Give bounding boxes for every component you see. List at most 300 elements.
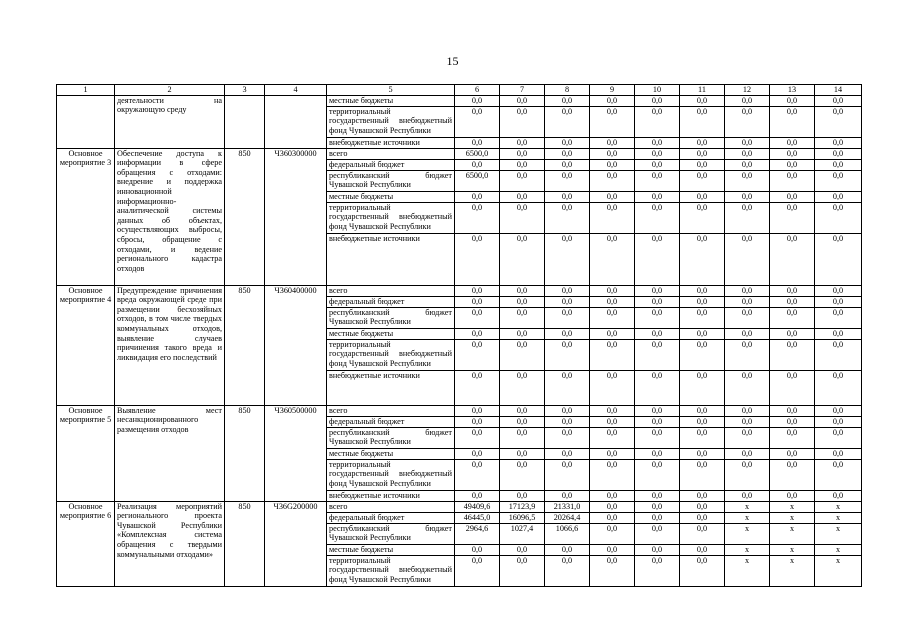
column-header: 8 <box>545 85 590 96</box>
value-cell: 0,0 <box>545 233 590 285</box>
value-cell: 0,0 <box>590 544 635 555</box>
value-cell: 0,0 <box>590 170 635 191</box>
value-cell: 0,0 <box>680 202 725 233</box>
value-cell: 0,0 <box>680 512 725 523</box>
value-cell: 16096,5 <box>500 512 545 523</box>
column-header: 7 <box>500 85 545 96</box>
value-cell: 0,0 <box>500 405 545 416</box>
value-cell: 0,0 <box>815 95 862 106</box>
value-cell: 0,0 <box>545 307 590 328</box>
value-cell: 0,0 <box>815 296 862 307</box>
funding-source: местные бюджеты <box>327 328 455 339</box>
value-cell: 0,0 <box>680 416 725 427</box>
value-cell: 0,0 <box>455 191 500 202</box>
event-description: Обеспечение доступа к информации в сфере обращения с отходами: внедрение и поддержка инновационной информационно-аналитической системы данных об объектах, осуществляющих выбросы, сбросы, обращение с отходами, и ведение регионального кадастра отходов <box>115 148 225 285</box>
value-cell: 0,0 <box>725 296 770 307</box>
event-description: Предупреждение причинения вреда окружающей среде при размещении бесхозяйных отходов, в том числе твердых коммунальных отходов, выявление случаев причинения такого вреда и ликвидация его последствий <box>115 285 225 405</box>
value-cell: 0,0 <box>545 459 590 490</box>
budget-code: Ч360500000 <box>265 405 327 501</box>
value-cell: 0,0 <box>635 285 680 296</box>
value-cell: 0,0 <box>770 296 815 307</box>
value-cell: 0,0 <box>680 137 725 148</box>
value-cell: 0,0 <box>680 296 725 307</box>
value-cell: 0,0 <box>590 148 635 159</box>
value-cell: 0,0 <box>680 370 725 405</box>
funding-source: республиканский бюджет Чувашской Республики <box>327 170 455 191</box>
value-cell: 0,0 <box>635 159 680 170</box>
value-cell: 0,0 <box>590 427 635 448</box>
value-cell: 0,0 <box>770 202 815 233</box>
value-cell: 0,0 <box>770 148 815 159</box>
value-cell: 0,0 <box>500 148 545 159</box>
column-header: 13 <box>770 85 815 96</box>
value-cell: 0,0 <box>815 159 862 170</box>
value-cell: x <box>815 544 862 555</box>
value-cell: 0,0 <box>635 170 680 191</box>
value-cell: 0,0 <box>455 490 500 501</box>
value-cell: 0,0 <box>590 159 635 170</box>
value-cell: 0,0 <box>680 459 725 490</box>
value-cell: x <box>815 555 862 586</box>
column-header: 11 <box>680 85 725 96</box>
value-cell: x <box>770 544 815 555</box>
value-cell: 0,0 <box>770 370 815 405</box>
value-cell: 0,0 <box>725 328 770 339</box>
value-cell: 0,0 <box>590 95 635 106</box>
value-cell: 0,0 <box>680 555 725 586</box>
value-cell: 0,0 <box>635 233 680 285</box>
value-cell: x <box>770 523 815 544</box>
funding-source: всего <box>327 501 455 512</box>
funding-source: федеральный бюджет <box>327 159 455 170</box>
column-header: 14 <box>815 85 862 96</box>
value-cell: 0,0 <box>770 106 815 137</box>
grbs-code: 850 <box>225 405 265 501</box>
funding-source: федеральный бюджет <box>327 512 455 523</box>
value-cell: 0,0 <box>815 148 862 159</box>
value-cell: 21331,0 <box>545 501 590 512</box>
event-name: Основное мероприятие 5 <box>57 405 115 501</box>
funding-source: всего <box>327 405 455 416</box>
value-cell: 0,0 <box>680 233 725 285</box>
value-cell: 0,0 <box>590 405 635 416</box>
value-cell: x <box>725 501 770 512</box>
value-cell: 0,0 <box>500 544 545 555</box>
value-cell: 0,0 <box>590 512 635 523</box>
event-description: Выявление мест несанкционированного размещения отходов <box>115 405 225 501</box>
column-header: 5 <box>327 85 455 96</box>
column-header: 10 <box>635 85 680 96</box>
event-name: Основное мероприятие 3 <box>57 148 115 285</box>
value-cell: 0,0 <box>545 296 590 307</box>
value-cell: x <box>815 523 862 544</box>
value-cell: 0,0 <box>590 490 635 501</box>
value-cell: 0,0 <box>590 233 635 285</box>
value-cell: 0,0 <box>545 159 590 170</box>
value-cell: 0,0 <box>680 427 725 448</box>
value-cell: 0,0 <box>770 170 815 191</box>
value-cell: 0,0 <box>815 307 862 328</box>
value-cell: 0,0 <box>815 490 862 501</box>
value-cell: 0,0 <box>500 285 545 296</box>
funding-source: внебюджетные источники <box>327 137 455 148</box>
value-cell: 0,0 <box>500 490 545 501</box>
value-cell: 0,0 <box>635 328 680 339</box>
value-cell: 0,0 <box>770 159 815 170</box>
value-cell: 0,0 <box>545 95 590 106</box>
grbs-code: 850 <box>225 285 265 405</box>
value-cell: 0,0 <box>815 170 862 191</box>
value-cell: 0,0 <box>500 202 545 233</box>
value-cell: 0,0 <box>545 405 590 416</box>
value-cell: 0,0 <box>815 106 862 137</box>
value-cell: 0,0 <box>635 459 680 490</box>
value-cell: 0,0 <box>770 416 815 427</box>
value-cell: 0,0 <box>455 405 500 416</box>
value-cell: 0,0 <box>455 544 500 555</box>
value-cell: 0,0 <box>455 328 500 339</box>
value-cell: 0,0 <box>545 555 590 586</box>
value-cell: 0,0 <box>545 106 590 137</box>
budget-code: Ч36G200000 <box>265 501 327 586</box>
value-cell: 0,0 <box>455 202 500 233</box>
value-cell: 0,0 <box>500 459 545 490</box>
value-cell: 17123,9 <box>500 501 545 512</box>
value-cell: 1027,4 <box>500 523 545 544</box>
value-cell: 0,0 <box>725 191 770 202</box>
value-cell: 0,0 <box>680 191 725 202</box>
value-cell: 0,0 <box>455 339 500 370</box>
value-cell: 1066,6 <box>545 523 590 544</box>
value-cell: 0,0 <box>725 159 770 170</box>
value-cell: 0,0 <box>725 405 770 416</box>
value-cell: 0,0 <box>545 427 590 448</box>
value-cell: 0,0 <box>725 339 770 370</box>
value-cell: 0,0 <box>590 555 635 586</box>
value-cell: 0,0 <box>500 427 545 448</box>
budget-code: Ч360400000 <box>265 285 327 405</box>
value-cell: x <box>770 555 815 586</box>
value-cell: 0,0 <box>725 95 770 106</box>
value-cell: 0,0 <box>725 137 770 148</box>
value-cell: 0,0 <box>635 405 680 416</box>
funding-source: республиканский бюджет Чувашской Республики <box>327 523 455 544</box>
value-cell: 0,0 <box>770 339 815 370</box>
funding-source: местные бюджеты <box>327 95 455 106</box>
value-cell: x <box>725 523 770 544</box>
value-cell: 0,0 <box>590 416 635 427</box>
value-cell: 0,0 <box>455 307 500 328</box>
value-cell: 6500,0 <box>455 170 500 191</box>
value-cell: 0,0 <box>725 490 770 501</box>
value-cell: 0,0 <box>635 544 680 555</box>
value-cell: 0,0 <box>635 448 680 459</box>
funding-table <box>56 84 862 587</box>
value-cell: x <box>725 512 770 523</box>
value-cell: x <box>770 512 815 523</box>
value-cell: 0,0 <box>725 427 770 448</box>
funding-source: федеральный бюджет <box>327 296 455 307</box>
value-cell: 0,0 <box>455 370 500 405</box>
value-cell: 0,0 <box>545 328 590 339</box>
value-cell: 0,0 <box>545 202 590 233</box>
value-cell: 0,0 <box>590 202 635 233</box>
value-cell: 0,0 <box>635 106 680 137</box>
value-cell: 2964,6 <box>455 523 500 544</box>
event-description: деятельности на окружающую среду <box>115 95 225 148</box>
value-cell: 0,0 <box>500 191 545 202</box>
value-cell: 0,0 <box>500 170 545 191</box>
value-cell: 0,0 <box>770 137 815 148</box>
value-cell: 0,0 <box>770 405 815 416</box>
value-cell: 0,0 <box>500 416 545 427</box>
value-cell: 0,0 <box>770 490 815 501</box>
value-cell: 0,0 <box>725 370 770 405</box>
budget-code <box>265 95 327 148</box>
value-cell: 0,0 <box>455 296 500 307</box>
funding-source: всего <box>327 285 455 296</box>
value-cell: x <box>770 501 815 512</box>
value-cell: 0,0 <box>815 137 862 148</box>
value-cell: 0,0 <box>545 339 590 370</box>
value-cell: 0,0 <box>680 339 725 370</box>
grbs-code: 850 <box>225 501 265 586</box>
funding-source: местные бюджеты <box>327 448 455 459</box>
value-cell: 0,0 <box>815 370 862 405</box>
value-cell: 0,0 <box>590 501 635 512</box>
value-cell: 0,0 <box>635 191 680 202</box>
value-cell: 0,0 <box>590 137 635 148</box>
value-cell: 0,0 <box>680 405 725 416</box>
value-cell: 0,0 <box>500 339 545 370</box>
value-cell: 0,0 <box>770 448 815 459</box>
column-header: 2 <box>115 85 225 96</box>
value-cell: 0,0 <box>635 416 680 427</box>
table-row <box>57 405 862 416</box>
value-cell: 6500,0 <box>455 148 500 159</box>
budget-code: Ч360300000 <box>265 148 327 285</box>
value-cell: 0,0 <box>725 106 770 137</box>
value-cell: 0,0 <box>455 95 500 106</box>
event-name: Основное мероприятие 4 <box>57 285 115 405</box>
grbs-code: 850 <box>225 148 265 285</box>
value-cell: 0,0 <box>500 307 545 328</box>
value-cell: x <box>725 544 770 555</box>
value-cell: 0,0 <box>770 95 815 106</box>
funding-source: территориальный государственный внебюджетный фонд Чувашской Республики <box>327 555 455 586</box>
value-cell: 0,0 <box>725 285 770 296</box>
event-description: Реализация мероприятий регионального проекта Чувашской Республики «Комплексная система обращения с твердыми коммунальными отходами» <box>115 501 225 586</box>
value-cell: 0,0 <box>455 555 500 586</box>
value-cell: 0,0 <box>680 501 725 512</box>
funding-source: всего <box>327 148 455 159</box>
value-cell: 0,0 <box>635 148 680 159</box>
value-cell: 0,0 <box>455 448 500 459</box>
value-cell: 0,0 <box>635 296 680 307</box>
value-cell: 0,0 <box>455 416 500 427</box>
value-cell: 0,0 <box>725 233 770 285</box>
value-cell: 0,0 <box>500 233 545 285</box>
value-cell: 0,0 <box>635 370 680 405</box>
value-cell: 0,0 <box>680 106 725 137</box>
grbs-code <box>225 95 265 148</box>
value-cell: 0,0 <box>635 427 680 448</box>
value-cell: 0,0 <box>815 427 862 448</box>
table-row <box>57 285 862 296</box>
value-cell: 49409,6 <box>455 501 500 512</box>
value-cell: 0,0 <box>725 148 770 159</box>
funding-source: местные бюджеты <box>327 191 455 202</box>
value-cell: 0,0 <box>680 307 725 328</box>
value-cell: 0,0 <box>545 370 590 405</box>
column-header: 3 <box>225 85 265 96</box>
value-cell: 0,0 <box>455 459 500 490</box>
value-cell: 0,0 <box>680 448 725 459</box>
value-cell: 0,0 <box>815 191 862 202</box>
value-cell: 0,0 <box>680 328 725 339</box>
funding-source: внебюджетные источники <box>327 233 455 285</box>
value-cell: 0,0 <box>770 459 815 490</box>
value-cell: 0,0 <box>770 191 815 202</box>
value-cell: 0,0 <box>725 448 770 459</box>
value-cell: 0,0 <box>815 202 862 233</box>
value-cell: 0,0 <box>770 328 815 339</box>
funding-source: федеральный бюджет <box>327 416 455 427</box>
header-row <box>57 85 862 96</box>
value-cell: 0,0 <box>770 307 815 328</box>
value-cell: 0,0 <box>590 106 635 137</box>
value-cell: 0,0 <box>815 328 862 339</box>
column-header: 9 <box>590 85 635 96</box>
value-cell: x <box>725 555 770 586</box>
value-cell: 20264,4 <box>545 512 590 523</box>
value-cell: 0,0 <box>680 95 725 106</box>
value-cell: 0,0 <box>680 285 725 296</box>
value-cell: 0,0 <box>590 328 635 339</box>
value-cell: 0,0 <box>725 416 770 427</box>
value-cell: 0,0 <box>680 490 725 501</box>
value-cell: 0,0 <box>545 148 590 159</box>
value-cell: 46445,0 <box>455 512 500 523</box>
value-cell: 0,0 <box>500 448 545 459</box>
value-cell: 0,0 <box>455 106 500 137</box>
value-cell: 0,0 <box>635 202 680 233</box>
value-cell: 0,0 <box>680 170 725 191</box>
value-cell: 0,0 <box>455 159 500 170</box>
value-cell: 0,0 <box>725 459 770 490</box>
event-name: Основное мероприятие 6 <box>57 501 115 586</box>
value-cell: 0,0 <box>590 459 635 490</box>
value-cell: 0,0 <box>545 544 590 555</box>
value-cell: 0,0 <box>635 307 680 328</box>
value-cell: 0,0 <box>500 296 545 307</box>
value-cell: 0,0 <box>770 427 815 448</box>
value-cell: 0,0 <box>770 233 815 285</box>
value-cell: 0,0 <box>725 307 770 328</box>
column-header: 4 <box>265 85 327 96</box>
value-cell: 0,0 <box>725 202 770 233</box>
value-cell: 0,0 <box>815 459 862 490</box>
funding-source: внебюджетные источники <box>327 490 455 501</box>
funding-source: республиканский бюджет Чувашской Республики <box>327 427 455 448</box>
value-cell: 0,0 <box>635 490 680 501</box>
value-cell: 0,0 <box>635 523 680 544</box>
value-cell: 0,0 <box>500 555 545 586</box>
value-cell: 0,0 <box>545 137 590 148</box>
value-cell: 0,0 <box>455 427 500 448</box>
value-cell: 0,0 <box>770 285 815 296</box>
value-cell: 0,0 <box>500 95 545 106</box>
value-cell: 0,0 <box>815 448 862 459</box>
table-row <box>57 501 862 512</box>
page-number: 15 <box>446 54 459 68</box>
value-cell: 0,0 <box>545 191 590 202</box>
value-cell: 0,0 <box>635 95 680 106</box>
value-cell: 0,0 <box>815 405 862 416</box>
value-cell: 0,0 <box>455 137 500 148</box>
funding-source: республиканский бюджет Чувашской Республики <box>327 307 455 328</box>
funding-source: территориальный государственный внебюджетный фонд Чувашской Республики <box>327 339 455 370</box>
table-row <box>57 148 862 159</box>
value-cell: 0,0 <box>590 339 635 370</box>
value-cell: x <box>815 512 862 523</box>
funding-source: территориальный государственный внебюджетный фонд Чувашской Республики <box>327 459 455 490</box>
value-cell: 0,0 <box>680 523 725 544</box>
value-cell: 0,0 <box>545 490 590 501</box>
value-cell: 0,0 <box>590 523 635 544</box>
value-cell: 0,0 <box>545 285 590 296</box>
value-cell: 0,0 <box>500 106 545 137</box>
funding-source: территориальный государственный внебюджетный фонд Чувашской Республики <box>327 106 455 137</box>
column-header: 6 <box>455 85 500 96</box>
value-cell: x <box>815 501 862 512</box>
value-cell: 0,0 <box>545 448 590 459</box>
value-cell: 0,0 <box>455 285 500 296</box>
funding-source: местные бюджеты <box>327 544 455 555</box>
value-cell: 0,0 <box>500 328 545 339</box>
value-cell: 0,0 <box>545 170 590 191</box>
value-cell: 0,0 <box>500 159 545 170</box>
value-cell: 0,0 <box>500 137 545 148</box>
value-cell: 0,0 <box>455 233 500 285</box>
value-cell: 0,0 <box>590 307 635 328</box>
value-cell: 0,0 <box>815 233 862 285</box>
value-cell: 0,0 <box>590 448 635 459</box>
value-cell: 0,0 <box>590 370 635 405</box>
value-cell: 0,0 <box>635 137 680 148</box>
event-name <box>57 95 115 148</box>
value-cell: 0,0 <box>815 416 862 427</box>
value-cell: 0,0 <box>680 148 725 159</box>
value-cell: 0,0 <box>680 544 725 555</box>
value-cell: 0,0 <box>635 555 680 586</box>
value-cell: 0,0 <box>815 285 862 296</box>
value-cell: 0,0 <box>590 285 635 296</box>
value-cell: 0,0 <box>635 339 680 370</box>
value-cell: 0,0 <box>590 191 635 202</box>
table-row <box>57 95 862 106</box>
value-cell: 0,0 <box>725 170 770 191</box>
column-header: 1 <box>57 85 115 96</box>
value-cell: 0,0 <box>590 296 635 307</box>
funding-source: внебюджетные источники <box>327 370 455 405</box>
value-cell: 0,0 <box>635 512 680 523</box>
value-cell: 0,0 <box>680 159 725 170</box>
value-cell: 0,0 <box>635 501 680 512</box>
value-cell: 0,0 <box>500 370 545 405</box>
funding-source: территориальный государственный внебюджетный фонд Чувашской Республики <box>327 202 455 233</box>
column-header: 12 <box>725 85 770 96</box>
